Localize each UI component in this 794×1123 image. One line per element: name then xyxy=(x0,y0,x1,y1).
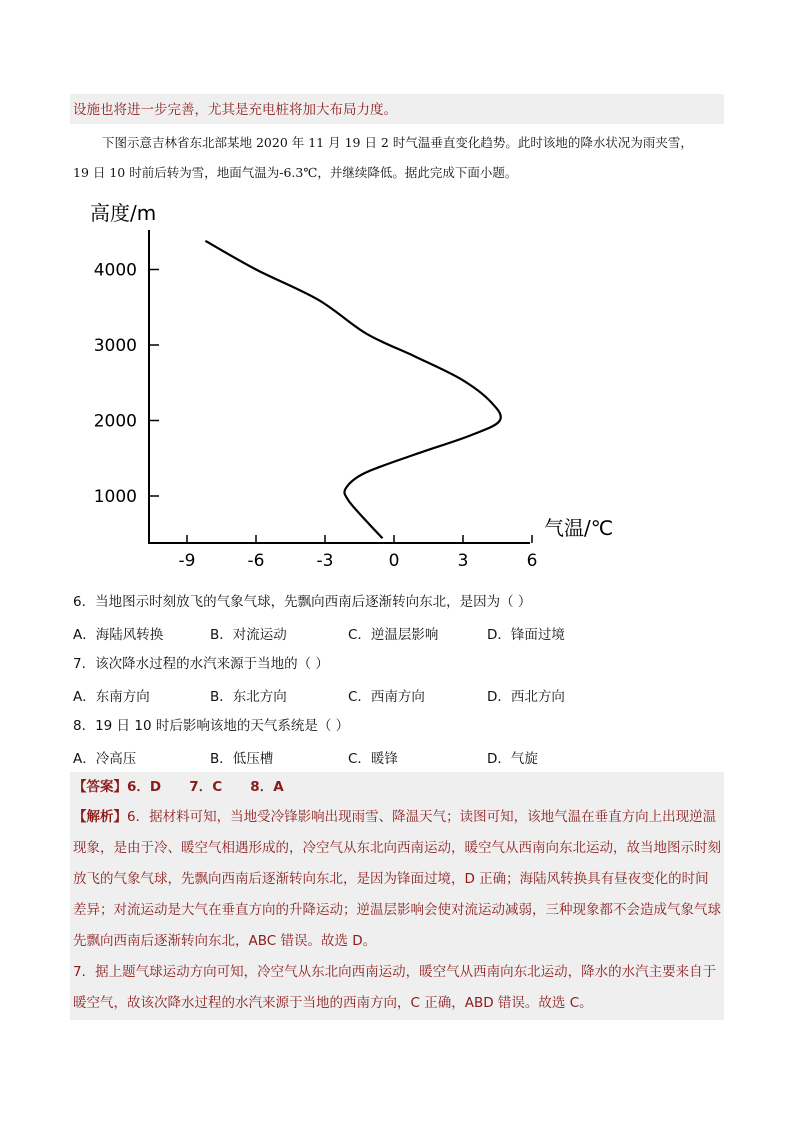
question-8-option-d: D．气旋 xyxy=(487,751,538,767)
intro-line-2: 19 日 10 时前后转为雪，地面气温为-6.3℃，并继续降低。据此完成下面小题。 xyxy=(73,165,518,180)
question-7-option-b: B．东北方向 xyxy=(210,689,287,705)
analysis-text-1: 6．据材料可知，当地受冷锋影响出现雨雪、降温天气；读图可知，该地气温在垂直方向上出现逆温现象，是由于冷、暖空气相遇形成的，冷空气从东北向西南运动，暖空气从西南向东北运动，故当地图示时刻放飞的气象气球，先飘向西南后逐渐转向东北，是因为锋面过境，D 正确；海陆风转换具有昼夜变化的时间差异；对流运动是大气在垂直方向的升降运动；逆温层影响会使对流运动减弱，三种现象都不会造成气象气球先飘向西南后逐渐转向东北，ABC 错误。故选 D。 xyxy=(73,809,721,949)
x-tick-label: 6 xyxy=(526,551,538,571)
question-7-stem: 7．该次降水过程的水汽来源于当地的（ ） xyxy=(73,656,329,672)
question-6-stem: 6．当地图示时刻放飞的气象气球，先飘向西南后逐渐转向东北，是因为（ ） xyxy=(73,594,532,610)
question-8-option-a: A．冷高压 xyxy=(73,751,137,767)
answer-label: 【答案】 xyxy=(73,779,127,795)
question-6-option-c: C．逆温层影响 xyxy=(348,627,439,643)
question-8-option-c: C．暖锋 xyxy=(348,751,398,767)
intro-line-1: 下图示意吉林省东北部某地 2020 年 11 月 19 日 2 时气温垂直变化趋势。此时该地的降水状况为雨夹雪， xyxy=(102,135,693,150)
question-6-option-a: A．海陆风转换 xyxy=(73,627,164,643)
x-tick-label: -6 xyxy=(247,551,265,571)
question-7-option-a: A．东南方向 xyxy=(73,689,150,705)
question-8-stem: 8．19 日 10 时后影响该地的天气系统是（ ） xyxy=(73,718,350,734)
y-tick-label: 3000 xyxy=(93,336,137,356)
x-tick-label: 3 xyxy=(457,551,469,571)
x-axis-label: 气温/℃ xyxy=(544,516,614,540)
analysis-label: 【解析】 xyxy=(73,809,127,825)
top-note: 设施也将进一步完善，尤其是充电桩将加大布局力度。 xyxy=(73,102,397,118)
analysis-paragraph-2: 7．据上题气球运动方向可知，冷空气从东北向西南运动，暖空气从西南向东北运动，降水的水汽主要来自于暖空气，故该次降水过程的水汽来源于当地的西南方向，C 正确，ABD 错误。故选 C。 xyxy=(73,964,717,1011)
y-tick-label: 2000 xyxy=(93,411,137,432)
answer-text: 6．D 7．C 8．A xyxy=(127,779,284,795)
x-tick-label: 0 xyxy=(388,551,400,571)
answer-block xyxy=(73,777,284,797)
x-tick-label: -9 xyxy=(178,551,196,571)
analysis-paragraph-1 xyxy=(73,802,721,957)
question-7-option-c: C．西南方向 xyxy=(348,689,425,705)
question-6-option-d: D．锋面过境 xyxy=(487,627,565,643)
question-8-option-b: B．低压槽 xyxy=(210,751,274,767)
question-7-option-d: D．西北方向 xyxy=(487,689,565,705)
x-tick-label: -3 xyxy=(316,551,334,571)
temperature-curve xyxy=(205,241,500,538)
question-6-option-b: B．对流运动 xyxy=(210,627,287,643)
y-tick-label: 1000 xyxy=(93,487,137,507)
temperature-height-chart xyxy=(0,190,794,580)
y-axis-label: 高度/m xyxy=(90,201,157,225)
y-tick-label: 4000 xyxy=(93,260,137,281)
